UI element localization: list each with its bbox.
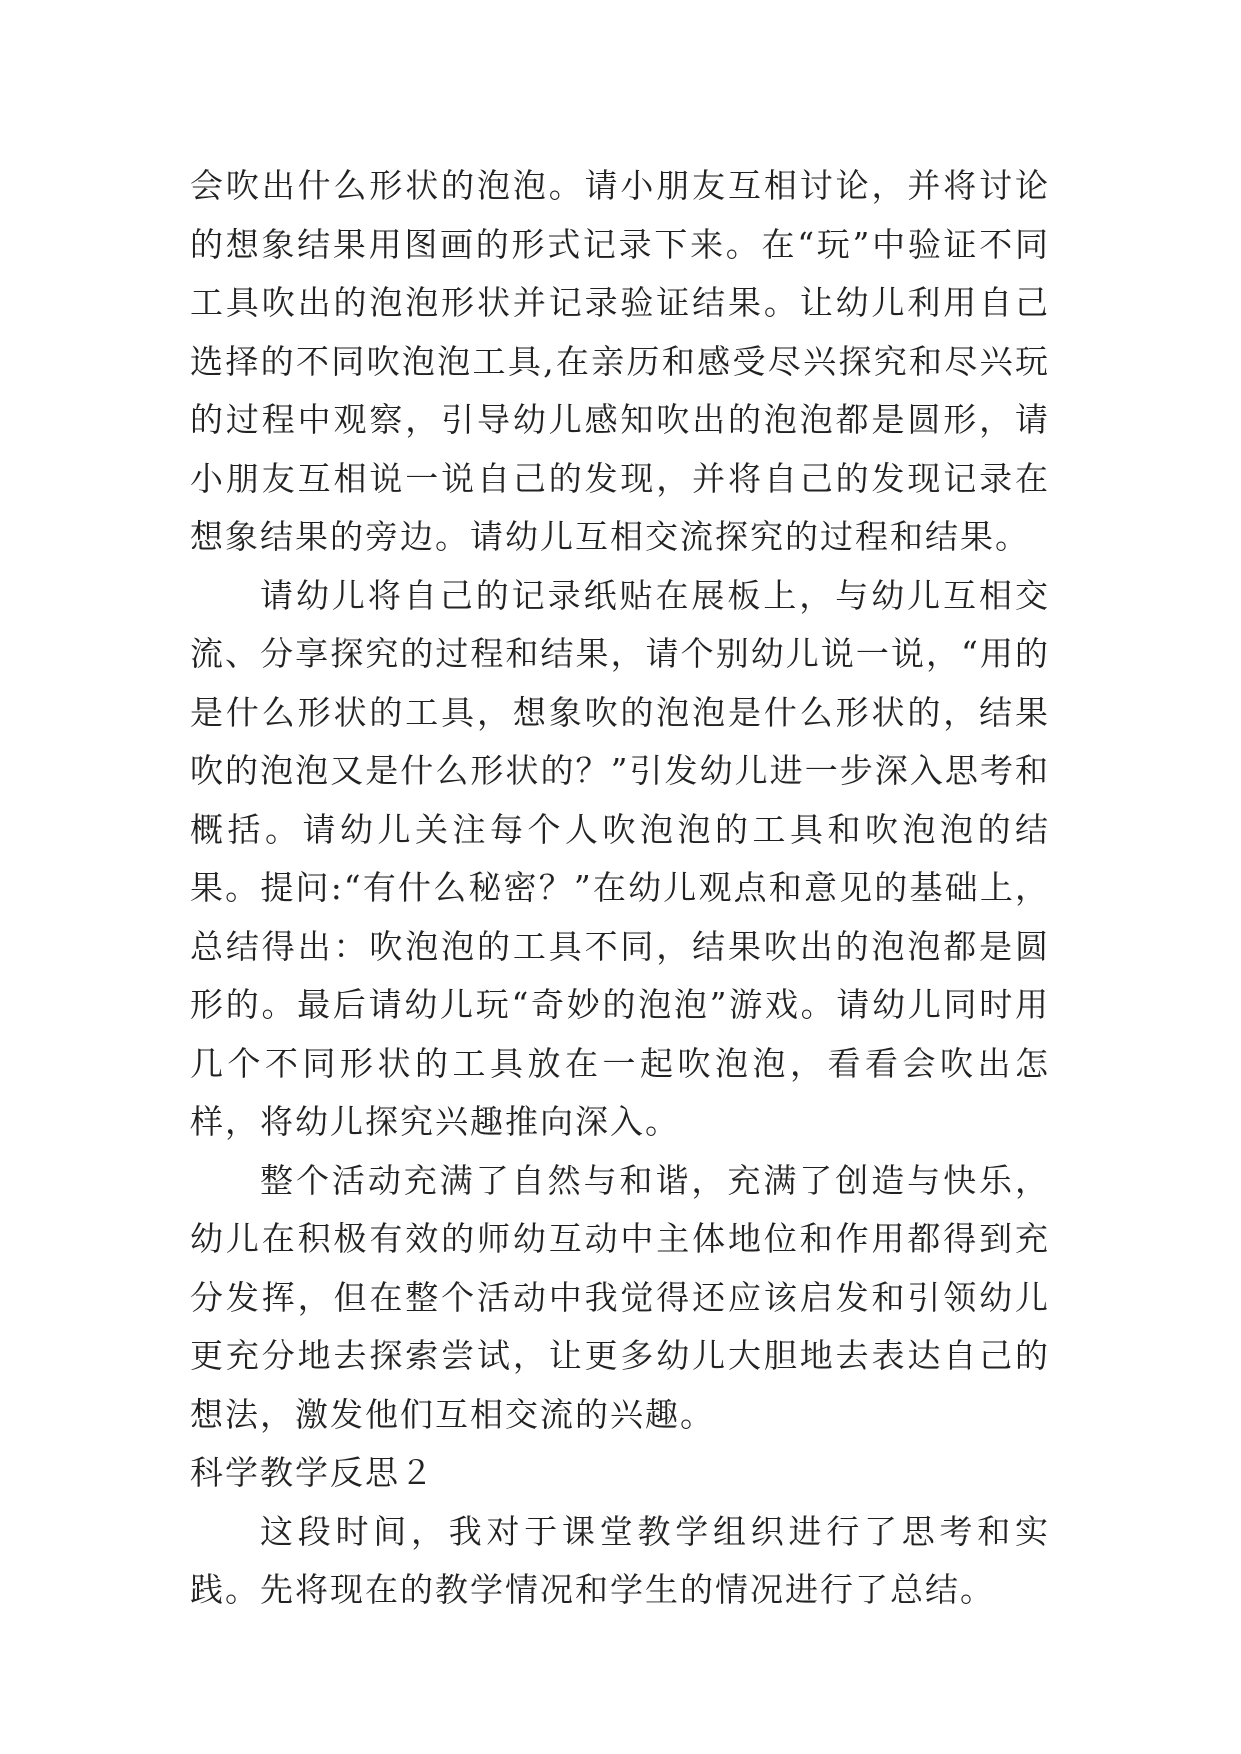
section-heading: 科学教学反思２ (190, 1453, 435, 1492)
paragraph-summary: 整个活动充满了自然与和谐，充满了创造与快乐，幼儿在积极有效的师幼互动中主体地位和作用都得到充分发挥，但在整个活动中我觉得还应该启发和引领幼儿更充分地去探索尝试，让更多幼儿大胆地去表达自己的想法，激发他们互相交流的兴趣。 (190, 1160, 1050, 1434)
paragraph-reflection-intro: 这段时间，我对于课堂教学组织进行了思考和实践。先将现在的教学情况和学生的情况进行了总结。 (190, 1511, 1050, 1609)
paragraph-sharing: 请幼儿将自己的记录纸贴在展板上，与幼儿互相交流、分享探究的过程和结果，请个别幼儿说一说，“用的是什么形状的工具，想象吹的泡泡是什么形状的，结果吹的泡泡又是什么形状的？”引发幼儿进一步深入思考和概括。请幼儿关注每个人吹泡泡的工具和吹泡泡的结果。提问:“有什么秘密？”在幼儿观点和意见的基础上，总结得出：吹泡泡的工具不同，结果吹出的泡泡都是圆形的。最后请幼儿玩“奇妙的泡泡”游戏。请幼儿同时用几个不同形状的工具放在一起吹泡泡，看看会吹出怎样，将幼儿探究兴趣推向深入。 (190, 575, 1050, 1141)
paragraph-continued: 会吹出什么形状的泡泡。请小朋友互相讨论，并将讨论的想象结果用图画的形式记录下来。在“玩”中验证不同工具吹出的泡泡形状并记录验证结果。让幼儿利用自己选择的不同吹泡泡工具,在亲历和感受尽兴探究和尽兴玩的过程中观察，引导幼儿感知吹出的泡泡都是圆形，请小朋友互相说一说自己的发现，并将自己的发现记录在想象结果的旁边。请幼儿互相交流探究的过程和结果。 (190, 166, 1050, 556)
document-body (190, 157, 1050, 1620)
